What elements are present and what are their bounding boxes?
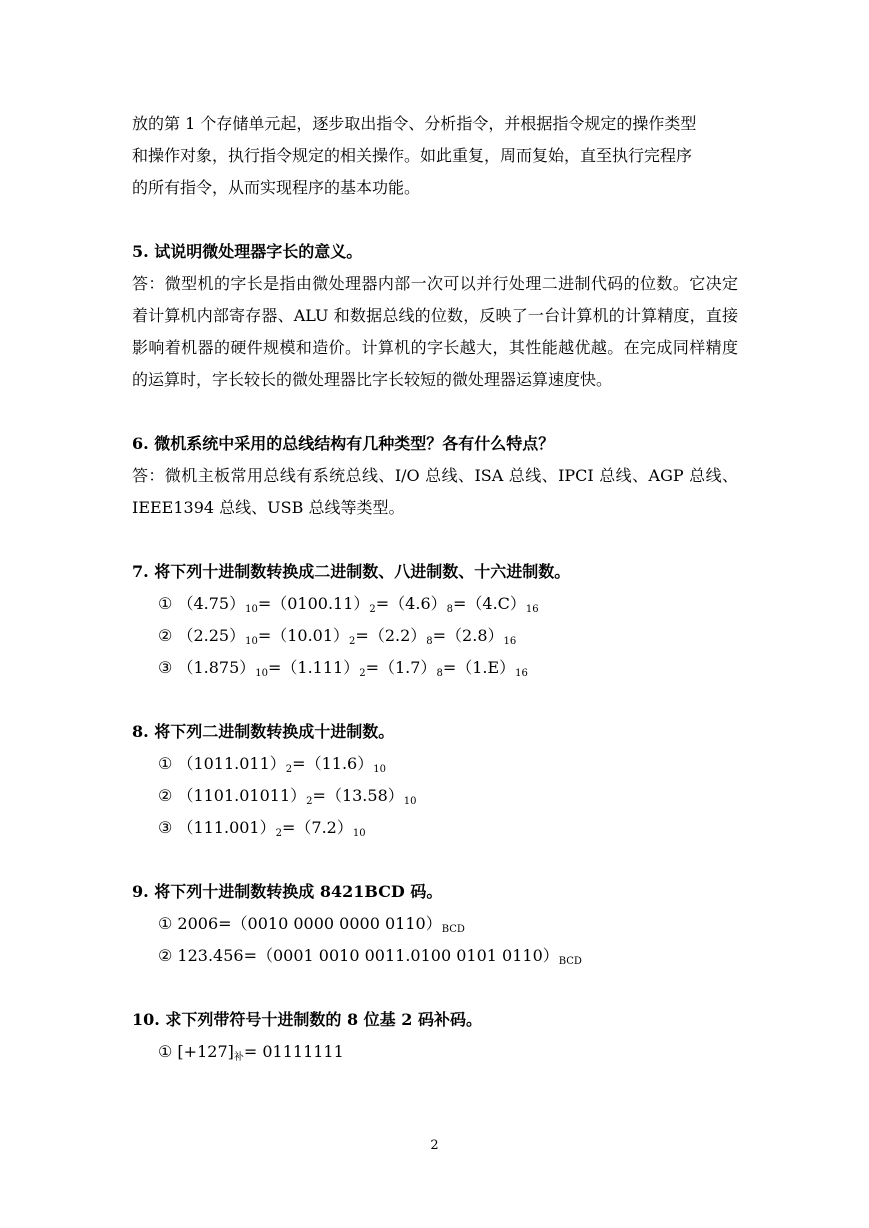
question-9-item-1: ① 2006=（0010 0000 0000 $0110)_{BCD}$ <box>158 914 465 935</box>
question-9-title: 9. 将下列十进制数转换成 8421BCD 码。 <box>132 882 443 901</box>
question-8-title: 8. 将下列二进制数转换成十进制数。 <box>132 722 395 741</box>
question-8-item-1: ① $(1011.011)_2=(11.6)_{10}$ <box>158 754 386 775</box>
intro-line-2: 和操作对象，执行指令规定的相关操作。如此重复，周而复始，直至执行完程序 <box>132 146 693 165</box>
question-10-item-1: ① $[+127]_补= 01111111$ <box>158 1042 344 1063</box>
intro-line-1: 放的第 1 个存储单元起，逐步取出指令、分析指令，并根据指令规定的操作类型 <box>132 114 697 133</box>
question-5-title: 5. 试说明微处理器字长的意义。 <box>132 242 363 261</box>
page-number: 2 <box>430 1138 439 1153</box>
question-6-answer: 答：微机主板常用总线有系统总线、I/O 总线、ISA 总线、IPCI 总线、AGP 总线、IEEE1394 总线、USB 总线等类型。 <box>132 466 738 517</box>
question-10-title: 10. 求下列带符号十进制数的 8 位基 2 码补码。 <box>132 1010 482 1029</box>
question-7-item-3: ③ $(1.875)_{10}=(1.111)_2=(1.7)_8=(1.E)_{16}$ <box>158 658 528 679</box>
question-7-item-2: ② $(2.25)_{10}=(10.01)_2=(2.2)_8=(2.8)_{16}$ <box>158 626 517 647</box>
question-6-title: 6. 微机系统中采用的总线结构有几种类型？各有什么特点？ <box>132 434 555 453</box>
question-7-title: 7. 将下列十进制数转换成二进制数、八进制数、十六进制数。 <box>132 562 571 581</box>
question-5-answer: 答：微型机的字长是指由微处理器内部一次可以并行处理二进制代码的位数。它决定着计算机内部寄存器、ALU 和数据总线的位数，反映了一台计算机的计算精度，直接影响着机器的硬件规模和造价。计算机的字长越大，其性能越优越。在完成同样精度的运算时，字长较长的微处理器比字长较短的微处理器运算速度快。 <box>132 274 738 389</box>
question-8-item-2: ② $(1101.01011)_2=(13.58)_{10}$ <box>158 786 417 807</box>
document-page <box>132 108 738 1068</box>
question-9-item-2: ② 123.456=（0001 0010 0011.0100 0101 $0110)_{BCD}$ <box>158 946 582 967</box>
question-8-item-3: ③ $(111.001)_2=(7.2)_{10}$ <box>158 818 366 839</box>
question-7-item-1: ① $(4.75)_{10}=(0100.11)_2=(4.6)_8=(4.C)_{16}$ <box>158 594 539 615</box>
intro-line-3: 的所有指令，从而实现程序的基本功能。 <box>132 178 421 197</box>
